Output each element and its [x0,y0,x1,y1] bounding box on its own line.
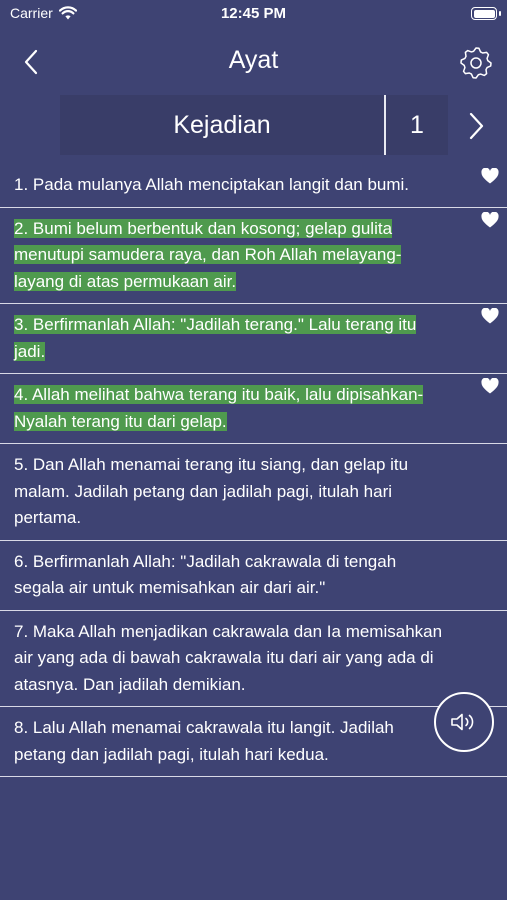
verse-text: 8. Lalu Allah menamai cakrawala itu langit. Jadilah petang dan jadilah pagi, itulah hari kedua. [14,718,394,764]
verse-item[interactable] [0,707,507,777]
book-selector[interactable]: Kejadian [173,111,271,139]
status-bar [0,0,507,28]
chapter-selector[interactable]: 1 [410,111,424,139]
verse-text: 4. Allah melihat bahwa terang itu baik, lalu dipisahkan-Nyalah terang itu dari gelap. [14,385,424,431]
verse-text: 6. Berfirmanlah Allah: "Jadilah cakrawala di tengah segala air untuk memisahkan air dari air." [14,551,397,597]
heart-icon[interactable] [481,308,499,324]
verse-item[interactable] [0,444,507,541]
status-time: 12:45 PM [220,5,287,22]
audio-play-button[interactable] [434,692,494,752]
verse-text: 1. Pada mulanya Allah menciptakan langit dan bumi. [14,175,410,194]
verse-item[interactable] [0,304,507,374]
battery-cap [499,11,501,16]
heart-icon[interactable] [481,168,499,184]
verse-text: 2. Bumi belum berbentuk dan kosong; gelap gulita menutupi samudera raya, dan Roh Allah melayang-layang di atas permukaan air. [14,218,402,291]
chevron-right-icon[interactable] [462,108,490,144]
gear-icon[interactable] [459,46,493,80]
book-chapter-selector [60,95,448,155]
heart-icon[interactable] [481,212,499,228]
verse-item[interactable] [0,541,507,611]
verse-text: 7. Maka Allah menjadikan cakrawala dan Ia memisahkan air yang ada di bawah cakrawala itu dari air yang ada di atasnya. Dan jadilah demikian. [14,621,443,694]
page-title: Ayat [228,46,279,74]
verse-item[interactable] [0,164,507,208]
carrier-label: Carrier [10,5,53,21]
speaker-icon [450,711,478,733]
verse-text: 5. Dan Allah menamai terang itu siang, dan gelap itu malam. Jadilah petang dan jadilah pagi, itulah hari pertama. [14,455,409,527]
battery-icon [471,7,497,20]
verse-item[interactable] [0,374,507,444]
heart-icon[interactable] [481,378,499,394]
verse-list [0,164,507,777]
verse-item[interactable] [0,611,507,708]
nav-bar [0,38,507,86]
verse-item[interactable] [0,208,507,305]
verse-text: 3. Berfirmanlah Allah: "Jadilah terang." Lalu terang itu jadi. [14,315,417,361]
